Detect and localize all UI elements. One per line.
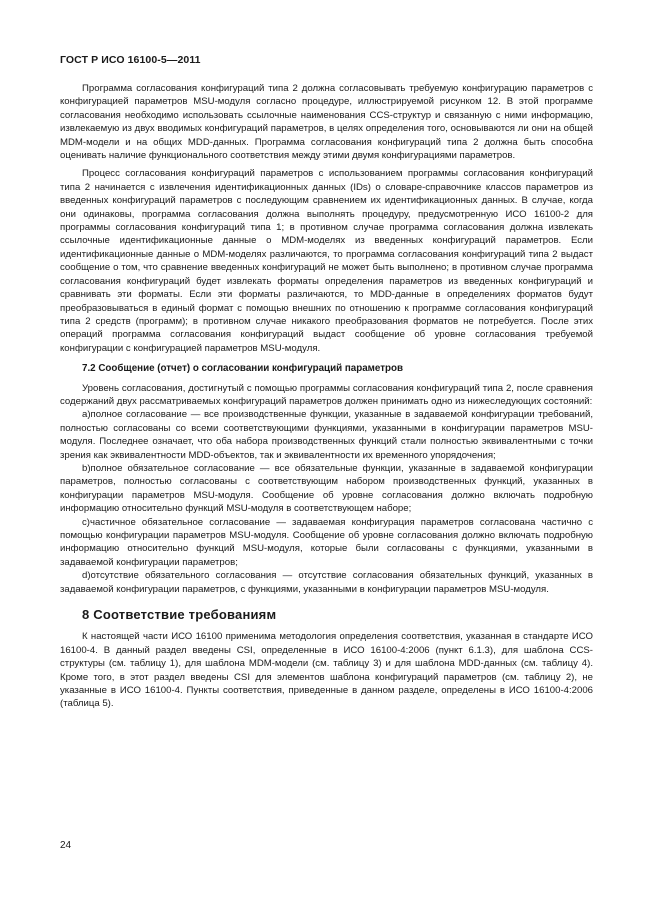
list-item-b: b)полное обязательное согласование — все обязательные функции, указанные в задаваемой конфигурации параметров, полностью согласованы с соответствующим набором производственных функций, указанных в конфигурации параметров MSU-модуля. Сообщение об уровне согласования должно включать подробную информацию относительно функций MSU-модуля в соответствующем наборе; (60, 462, 593, 515)
list-item-c: c)частичное обязательное согласование — задаваемая конфигурация параметров согласована частично с помощью конфигурации параметров MSU-модуля. Сообщение об уровне согласования должно включать подробную информацию относительно функций MSU-модуля, которые были согласованы с функциями, указанными в задаваемой конфигурации параметров; (60, 516, 593, 568)
paragraph-conformance: К настоящей части ИСО 16100 применима методология определения соответствия, указанная в стандарте ИСО 16100-4. В данный раздел введены CSI, определенные в ИСО 16100-4:2006 (пункт 6.1.3), для шаблона CCS-структуры (см. таблицу 1), для шаблона MDM-модели (см. таблицу 3) и для шаблона MDD-данных (см. таблицу 4). Кроме того, в этот раздел введены CSI для элементов шаблона конфигураций параметров (см. таблицу 2), не указанные в ИСО 16100-4. Пункты соответствия, приведенные в данном разделе, определены в ИСО 16100-4:2006 (таблица 5). (60, 631, 593, 710)
paragraph-type2-matcher: Программа согласования конфигураций типа 2 должна согласовывать требуемую конфигурацию параметров с конфигурацией параметров MSU-модуля согласно процедуре, иллюстрируемой рисунком 12. В этой программе согласования необходимо использовать ссылочные наименования CCS-структур и связанную с ними информацию, извлекаемую из двух вводимых конфигураций параметров, в целях определения того, основываются ли они на общей MDM-модели и на общих MDD-данных. Программа согласования конфигураций типа 2 должна быть способна оценивать наличие функционального соответствия между этими двумя конфигурациями параметров. (60, 83, 593, 162)
page-body (60, 82, 593, 711)
paragraph-matching-process: Процесс согласования конфигураций параметров с использованием программы согласования конфигураций типа 2 начинается с извлечения идентификационных данных (IDs) о словаре-справочнике классов параметров из введенных конфигураций параметров с последующим сравнением их идентификационных данных. В случае, когда они одинаковы, программа согласования должна выполнять процедуру, предусмотренную ИСО 16100-2 для программы согласования конфигураций типа 1; в противном случае программа согласования должна извлекать ссылочные идентификационные данные о MDM-моделях из введенных конфигураций параметров. Если идентификационные данные о MDM-моделях различаются, то программа согласования конфигураций типа 2 выдаст сообщение о том, что сравнение введенных конфигураций не может быть выполнено; в противном случае программа согласования конфигураций будет извлекать форматы определения параметров из введенных конфигураций и сравнивать эти форматы. Если эти форматы различаются, то MDD-данные в определениях форматов будут преобразовываться в единый формат с помощью внешних по отношению к программе согласования конфигураций типа 2 средств (программ); в противном случае никакого преобразования форматов не потребуется. После этих операций программа согласования конфигураций выдаст сообщение об уровне согласования требуемой конфигурации с конфигурацией параметров MSU-модуля. (60, 168, 593, 354)
subsection-heading-7-2: 7.2 Сообщение (отчет) о согласовании конфигураций параметров (82, 363, 404, 375)
section-heading-8: 8 Соответствие требованиям (82, 607, 277, 623)
list-item-d: d)отсутствие обязательного согласования — отсутствие согласования обязательных функций, указанных в задаваемой конфигурации параметров, с функциями, указанными в конфигурации параметров MSU-модуля. (60, 570, 593, 595)
page-number: 24 (60, 840, 72, 851)
list-item-a: a)полное согласование — все производственные функции, указанные в задаваемой конфигурации требований, полностью согласованы со всеми соответствующими функциями, указанными в конфигурации параметров MSU-модуля. Последнее означает, что оба набора производственных функций стали полностью эквивалентными с точки зрения как эквивалентности MDD-объектов, так и эквивалентности их временного упорядочения; (60, 409, 593, 461)
running-header: ГОСТ Р ИСО 16100-5—2011 (60, 54, 201, 66)
paragraph-match-levels-intro: Уровень согласования, достигнутый с помощью программы согласования конфигураций типа 2, после сравнения содержаний двух рассматриваемых конфигураций параметров должен принимать одно из нижеследующих состояний: (60, 382, 593, 407)
